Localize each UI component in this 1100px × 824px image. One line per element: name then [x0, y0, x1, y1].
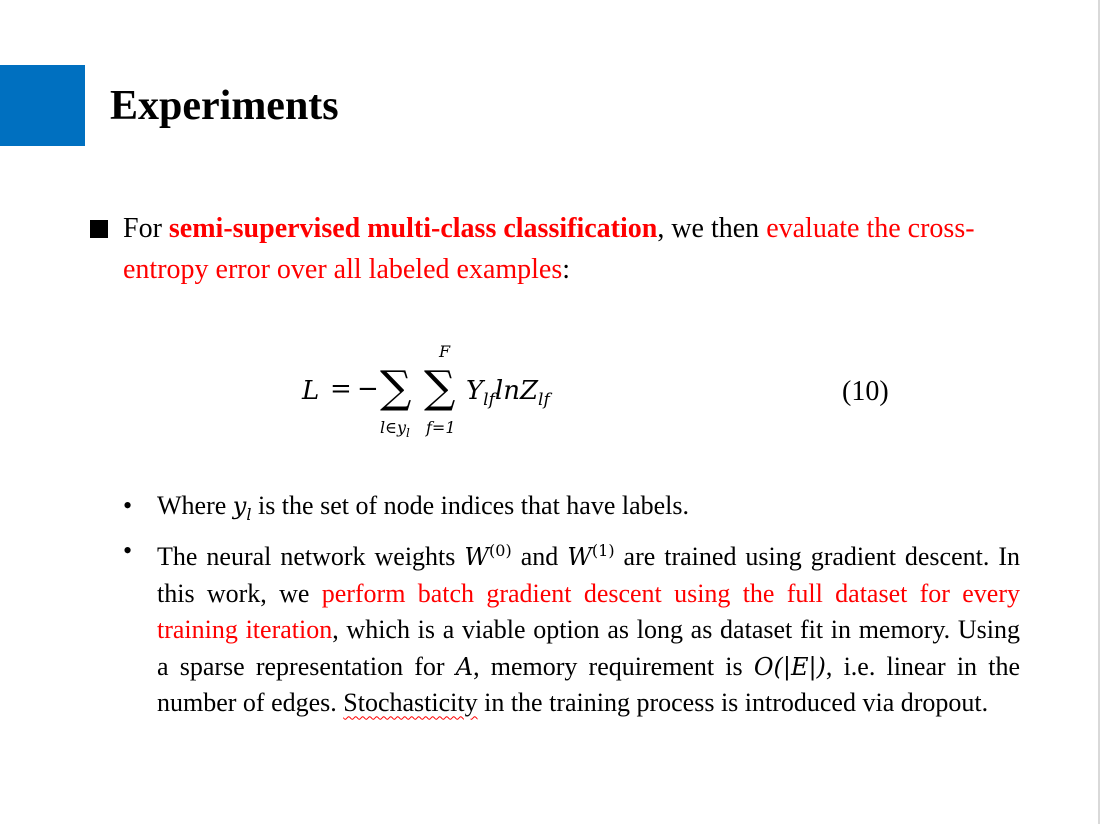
equation-minus: −: [357, 374, 379, 404]
text-span: , i.e. linear in the number of edges.: [157, 651, 1020, 718]
sum-outer-lower-limit: [380, 418, 410, 440]
sum-symbol-inner: ∑: [424, 362, 456, 413]
sum-inner-upper-limit: F: [439, 342, 451, 361]
round-bullet-icon: •: [123, 536, 133, 566]
text-span: are trained using gradient descent. In this work, we: [157, 542, 1020, 608]
loss-equation: [300, 338, 600, 438]
sub-bullet-labels: [120, 488, 1020, 533]
equation-number: (10): [842, 376, 889, 407]
text-span: , memory requirement is: [473, 651, 754, 681]
math-var-y: [232, 492, 252, 524]
main-bullet-text: [123, 208, 1010, 290]
math-w1-letter: W: [567, 543, 592, 572]
highlight-batch-gradient: perform batch gradient descent using the full dataset for every training iteration: [157, 578, 1020, 645]
sub-bullet-list: [120, 488, 1020, 722]
slide-title: Experiments: [110, 83, 339, 129]
math-a: A: [455, 652, 474, 681]
math-y: y: [232, 492, 247, 520]
text-span: , which is a viable option as long as dataset fit in memory. Using a sparse representation for: [157, 615, 1020, 681]
equation-z-subscript: lf: [538, 390, 550, 410]
text-span: is the set of node indices that have labels.: [251, 491, 690, 520]
main-bullet-point: [90, 208, 1010, 290]
text-span: :: [562, 254, 571, 285]
math-big-o: O(|E|): [753, 652, 826, 681]
sum-symbol-outer: ∑: [380, 362, 412, 413]
sum-inner-lower-limit: f=1: [426, 418, 456, 437]
math-y-subscript: l: [246, 504, 252, 524]
highlight-cross-entropy: evaluate the cross-entropy error over all labeled examples: [123, 213, 975, 285]
round-bullet-icon: •: [123, 491, 133, 520]
equation-y: Y: [466, 376, 484, 406]
text-span: For: [123, 213, 169, 244]
text-span: in the training process is introduced via dropout.: [477, 688, 989, 718]
math-w0-letter: W: [464, 543, 490, 572]
sum-outer-lower-text: l∈y: [380, 418, 406, 437]
text-span: The neural network weights: [157, 542, 465, 572]
title-accent-block: [0, 65, 85, 146]
text-span: and: [511, 542, 568, 572]
equation-y-subscript: lf: [483, 390, 495, 410]
sub-bullet-training: [120, 533, 1020, 722]
math-w0-superscript: (0): [489, 541, 512, 561]
math-w1-superscript: (1): [591, 541, 615, 561]
text-span: , we then: [657, 213, 767, 244]
spellcheck-word: Stochasticity: [343, 688, 478, 718]
math-w0: [464, 543, 511, 571]
math-w1: [567, 543, 614, 571]
equation-summand: [466, 376, 550, 410]
text-span: Where: [157, 491, 233, 520]
equation-equals: =: [330, 374, 352, 404]
equation-lhs: L: [302, 376, 320, 406]
equation-lnz: lnZ: [494, 376, 539, 406]
square-bullet-icon: [90, 220, 108, 238]
sum-outer-lower-subscript: l: [406, 426, 410, 440]
highlight-semi-supervised: semi-supervised multi-class classification: [168, 213, 658, 244]
